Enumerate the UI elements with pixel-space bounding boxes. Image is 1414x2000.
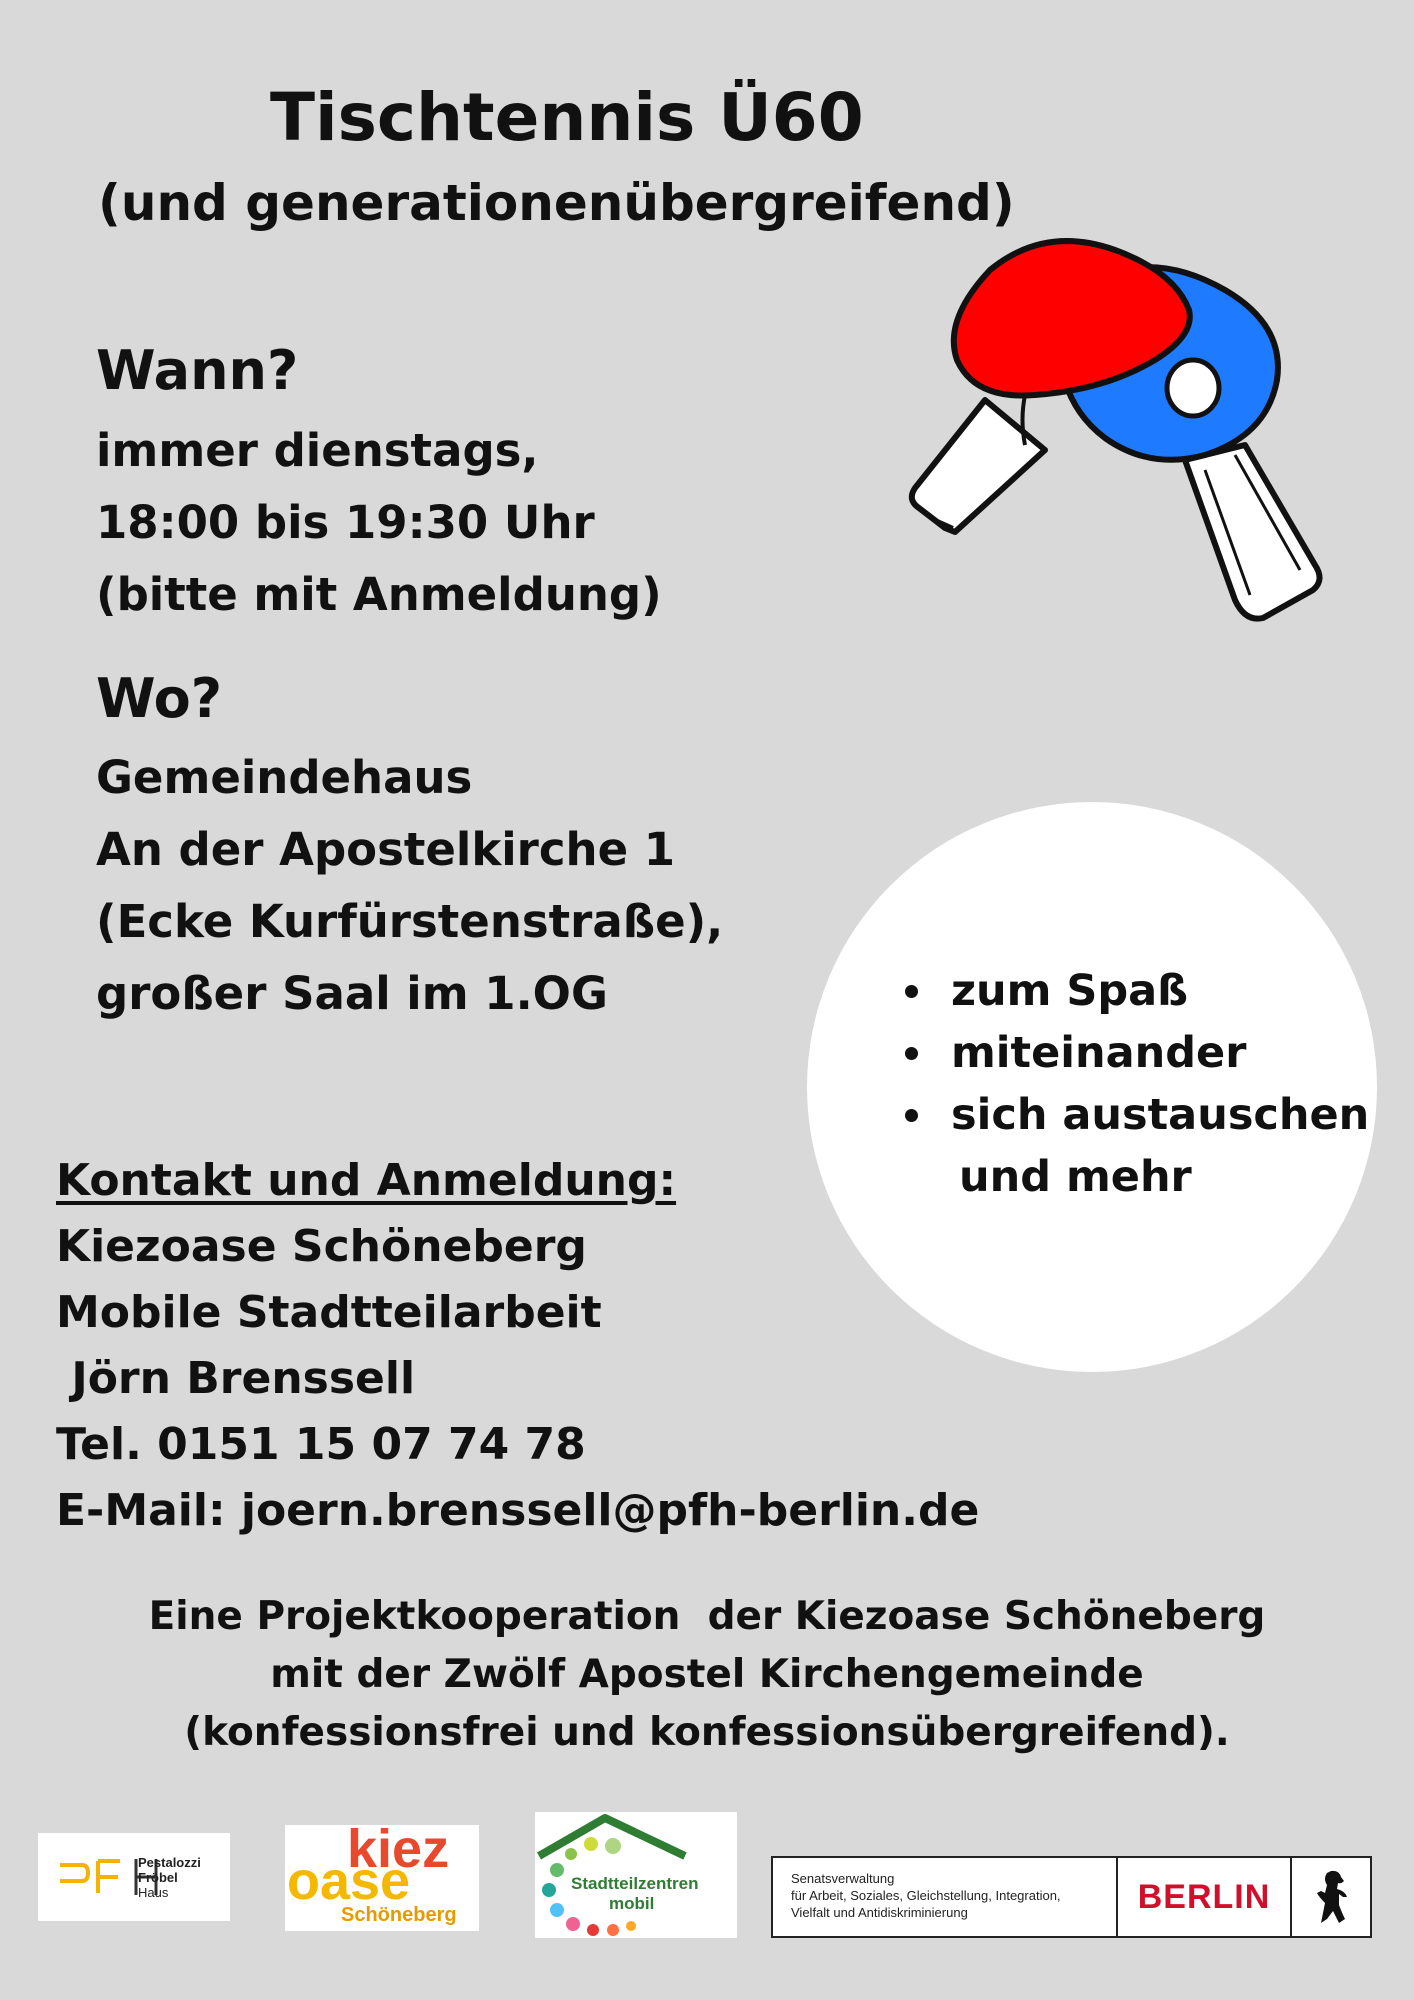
cooperation-line: Eine Projektkooperation der Kiezoase Schöneberg bbox=[148, 1594, 1266, 1639]
list-item bbox=[905, 1022, 1369, 1084]
kiezoase-logo bbox=[285, 1819, 479, 1931]
senat-berlin-logo bbox=[771, 1856, 1372, 1938]
page-title: Tischtennis Ü60 bbox=[270, 79, 864, 156]
wann-line: immer dienstags, bbox=[96, 424, 539, 477]
cooperation-line: (konfessionsfrei und konfessionsübergreifend). bbox=[184, 1710, 1230, 1755]
wo-line: (Ecke Kurfürstenstraße), bbox=[96, 895, 724, 948]
bullet-icon bbox=[905, 1047, 918, 1060]
wo-line: großer Saal im 1.OG bbox=[96, 967, 608, 1020]
senat-line: Senatsverwaltung bbox=[791, 1871, 895, 1886]
bullet-icon bbox=[905, 985, 918, 998]
wann-heading: Wann? bbox=[96, 339, 299, 402]
pfh-line: Fröbel bbox=[138, 1870, 178, 1885]
contact-line: Mobile Stadtteilarbeit bbox=[56, 1287, 602, 1338]
table-tennis-paddles-icon bbox=[905, 230, 1325, 630]
wo-line: An der Apostelkirche 1 bbox=[96, 823, 676, 876]
senat-line: für Arbeit, Soziales, Gleichstellung, Integration, bbox=[791, 1888, 1061, 1903]
cooperation-note bbox=[0, 1588, 1414, 1762]
berlin-wordmark: BERLIN bbox=[1118, 1858, 1292, 1936]
wo-line: Gemeindehaus bbox=[96, 751, 473, 804]
list-item-label: sich austauschen bbox=[951, 1090, 1370, 1140]
stadtteilzentren-logo bbox=[535, 1812, 737, 1938]
berlin-bear-icon bbox=[1292, 1858, 1370, 1936]
contact-email: E-Mail: joern.brenssell@pfh-berlin.de bbox=[56, 1485, 980, 1536]
senat-line: Vielfalt und Antidiskriminierung bbox=[791, 1905, 968, 1920]
oase-word: oase bbox=[287, 1851, 411, 1911]
cooperation-line: mit der Zwölf Apostel Kirchengemeinde bbox=[270, 1652, 1144, 1697]
contact-line: Kiezoase Schöneberg bbox=[56, 1221, 587, 1272]
pfh-line: Pestalozzi bbox=[138, 1855, 201, 1870]
list-item bbox=[905, 1084, 1369, 1146]
contact-phone: Tel. 0151 15 07 74 78 bbox=[56, 1419, 586, 1470]
wann-line: 18:00 bis 19:30 Uhr bbox=[96, 496, 595, 549]
list-item-label: zum Spaß bbox=[951, 966, 1189, 1016]
list-item-continuation: und mehr bbox=[959, 1152, 1192, 1202]
pfh-line: Haus bbox=[138, 1885, 169, 1900]
stadtteilzentren-sub: mobil bbox=[609, 1894, 655, 1913]
wann-line: (bitte mit Anmeldung) bbox=[96, 568, 662, 621]
wann-details bbox=[96, 415, 662, 631]
contact-heading: Kontakt und Anmeldung: bbox=[56, 1155, 677, 1206]
kiez-word: kiez bbox=[347, 1819, 450, 1879]
pfh-name bbox=[138, 1855, 201, 1900]
page-subtitle: (und generationenübergreifend) bbox=[98, 174, 1015, 232]
list-item-label: miteinander bbox=[951, 1028, 1247, 1078]
wo-heading: Wo? bbox=[96, 667, 223, 730]
stadtteilzentren-name: Stadtteilzentren bbox=[571, 1874, 699, 1893]
list-item bbox=[905, 960, 1369, 1022]
kiez-location: Schöneberg bbox=[341, 1904, 457, 1926]
contact-section bbox=[56, 1148, 979, 1544]
pfh-logo bbox=[38, 1833, 230, 1921]
bear-shape bbox=[1311, 1867, 1351, 1927]
wo-details bbox=[96, 742, 723, 1030]
contact-person: Jörn Brenssell bbox=[56, 1353, 416, 1404]
bullet-icon bbox=[905, 1109, 918, 1122]
pfh-mark-icon bbox=[38, 1833, 230, 1921]
senat-name bbox=[773, 1858, 1118, 1936]
